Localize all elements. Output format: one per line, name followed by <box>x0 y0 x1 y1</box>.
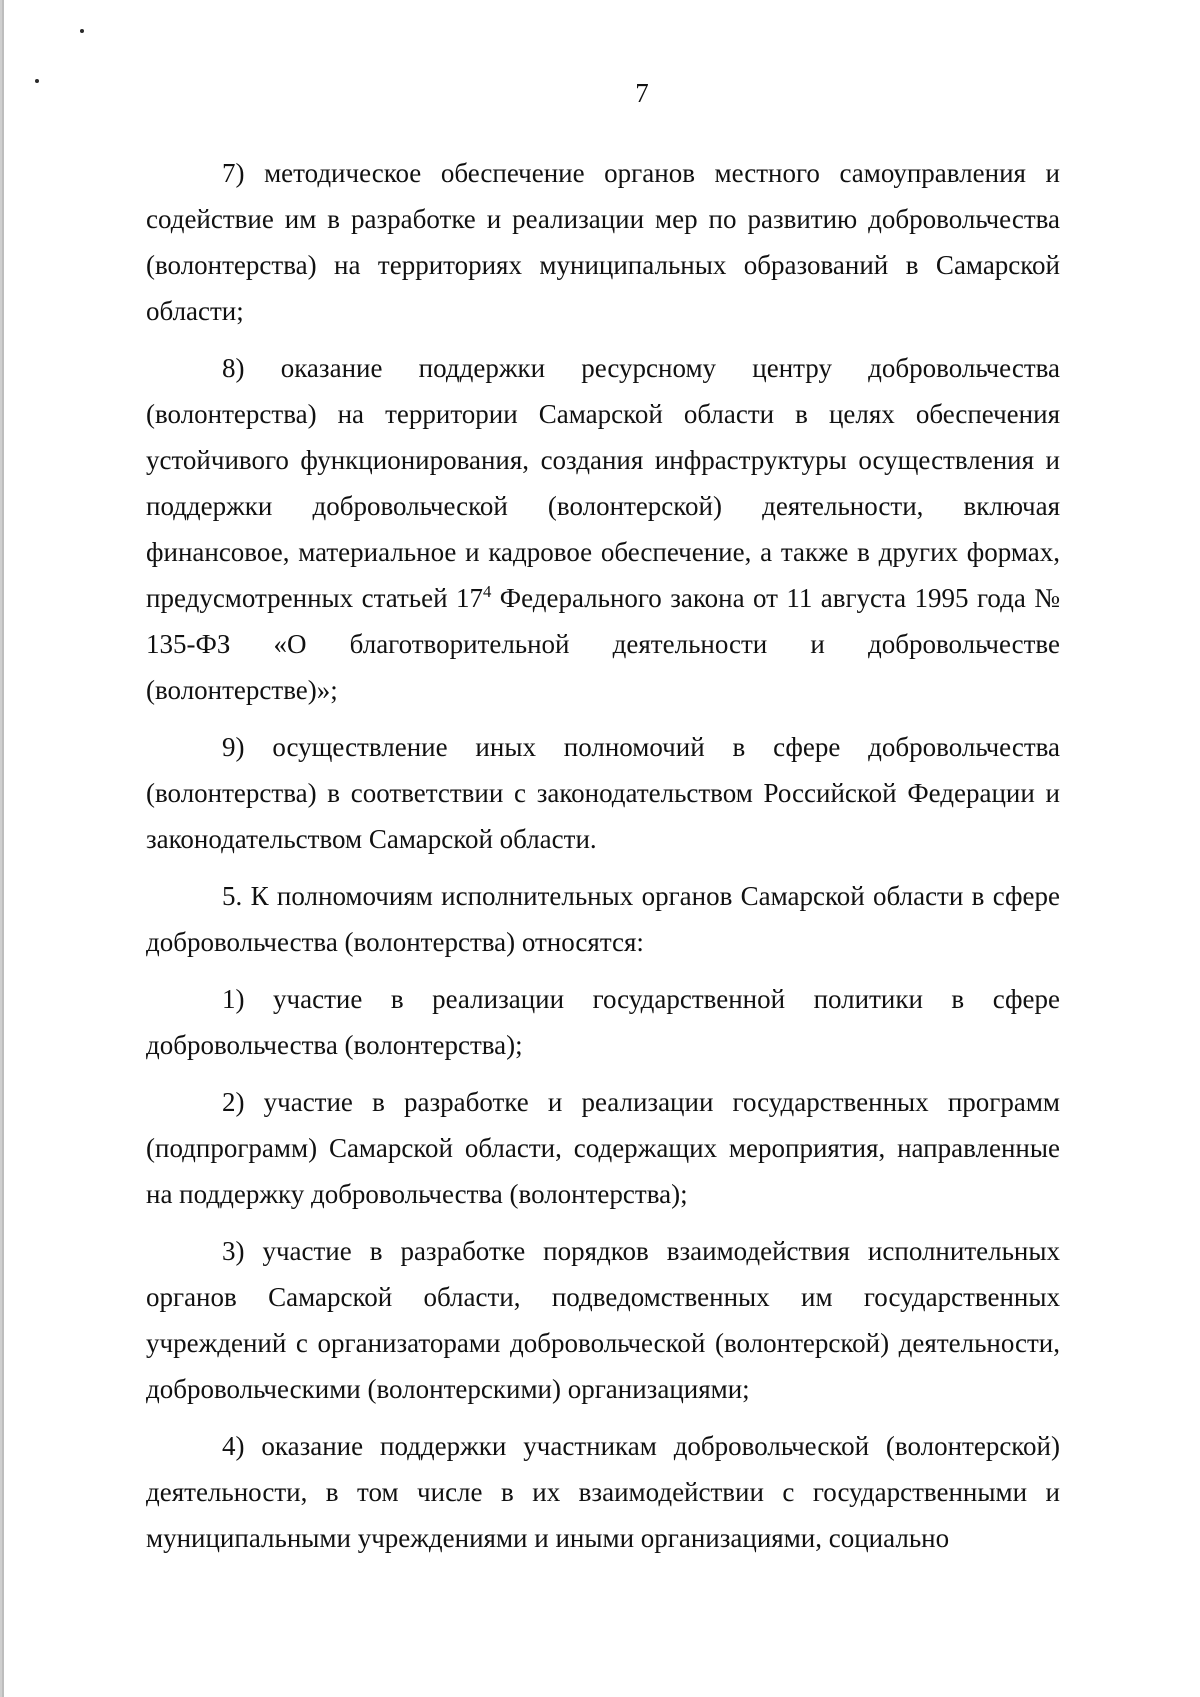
paragraph-item-1: 1) участие в реализации государственной политики в сфере добровольчества (волонтерства); <box>146 984 1060 1060</box>
page-number: 7 <box>635 78 649 108</box>
paragraph-item-7: 7) методическое обеспечение органов местного самоуправления и содействие им в разработке и реализации мер по развитию добровольчества (волонтерства) на территориях муниципальных образований в Самарской области; <box>146 158 1060 326</box>
paragraph-text: Федерального закона от 11 августа 1995 года № 135-ФЗ «О благотворительной деятельности и добровольчестве (волонтерстве)»; <box>146 583 1061 705</box>
paragraph-item-3: 3) участие в разработке порядков взаимодействия исполнительных органов Самарской области, подведомственных им государственных учреждений с организаторами добровольческой (волонтерской) деятельности, добровольческими (волонтерскими) организациями; <box>146 1236 1060 1404</box>
scan-speck <box>35 79 39 83</box>
paragraph-item-4: 4) оказание поддержки участникам добровольческой (волонтерской) деятельности, в том числе в их взаимодействии с государственными и муниципальными учреждениями и иными организациями, социально <box>146 1431 1060 1553</box>
article-superscript: 4 <box>482 582 492 601</box>
section-5-heading: 5. К полномочиям исполнительных органов Самарской области в сфере добровольчества (волонтерства) относятся: <box>146 881 1060 957</box>
paragraph-item-9: 9) осуществление иных полномочий в сфере добровольчества (волонтерства) в соответствии с законодательством Российской Федерации и законодательством Самарской области. <box>146 732 1060 854</box>
paragraph-text: 8) оказание поддержки ресурсному центру добровольчества (волонтерства) на территории Самарской области в целях обеспечения устойчивого функционирования, создания инфраструктуры осуществления и поддержки добровольческой (волонтерской) деятельности, включая финансовое, материальное и кадровое обеспечение, а также в других формах, предусмотренных статьей 17 <box>146 353 1060 613</box>
paragraph-item-8 <box>146 345 1060 713</box>
scan-edge-shadow <box>2 0 4 1697</box>
paragraph-item-2: 2) участие в разработке и реализации государственных программ (подпрограмм) Самарской области, содержащих мероприятия, направленные на поддержку добровольчества (волонтерства); <box>146 1087 1060 1209</box>
document-body <box>146 150 1060 1561</box>
scan-speck <box>80 29 84 33</box>
